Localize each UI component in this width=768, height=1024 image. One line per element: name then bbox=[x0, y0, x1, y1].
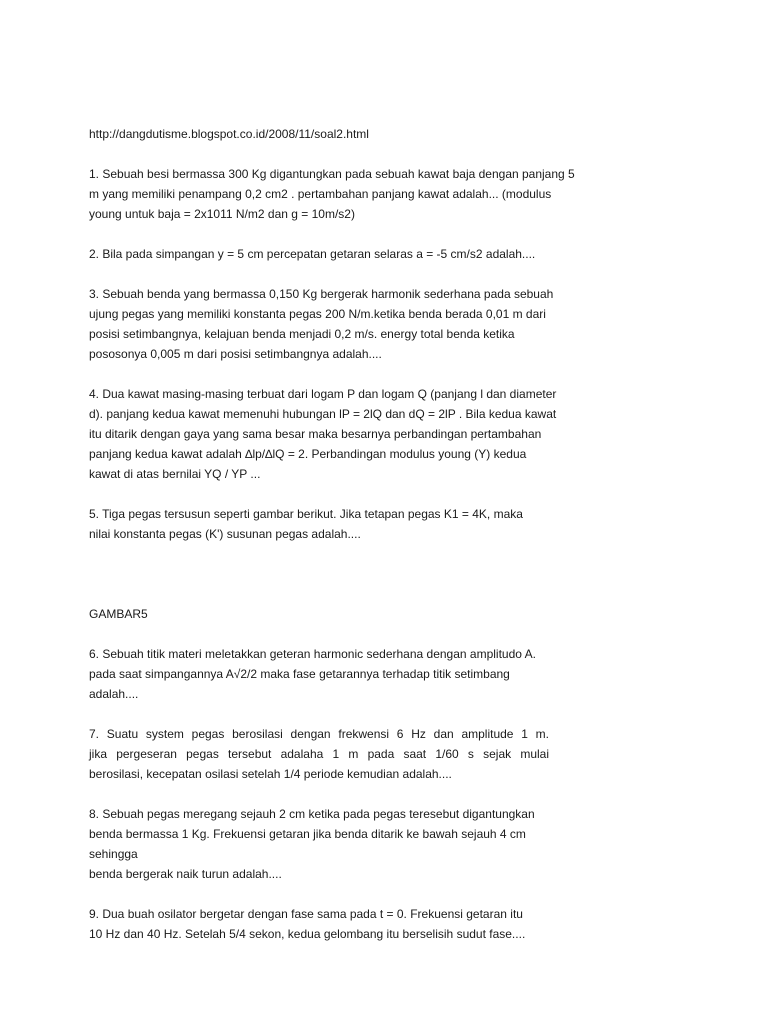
question-3-line-2: ujung pegas yang memiliki konstanta pegas 200 N/m.ketika benda berada 0,01 m dari bbox=[89, 307, 546, 321]
question-4-line-3: itu ditarik dengan gaya yang sama besar maka besarnya perbandingan pertambahan bbox=[89, 427, 542, 441]
question-3 bbox=[89, 284, 609, 364]
question-1-line-2: m yang memiliki penampang 0,2 cm2 . pertambahan panjang kawat adalah... (modulus bbox=[89, 187, 552, 201]
question-5 bbox=[89, 504, 609, 544]
question-5-line-2: nilai konstanta pegas (K') susunan pegas adalah.... bbox=[89, 527, 361, 541]
question-1 bbox=[89, 164, 609, 224]
question-8-line-2: benda bermassa 1 Kg. Frekuensi getaran jika benda ditarik ke bawah sejauh 4 cm bbox=[89, 827, 526, 841]
question-7-line-2: jika pergeseran pegas tersebut adalaha 1 m pada saat 1/60 s sejak mulai bbox=[89, 747, 549, 761]
question-4-line-5: kawat di atas bernilai YQ / YP ... bbox=[89, 467, 261, 481]
question-2 bbox=[89, 244, 609, 264]
question-4-line-4: panjang kedua kawat adalah ∆lp/∆lQ = 2. Perbandingan modulus young (Y) kedua bbox=[89, 447, 527, 461]
question-4 bbox=[89, 384, 609, 484]
question-4-line-1: 4. Dua kawat masing-masing terbuat dari logam P dan logam Q (panjang l dan diameter bbox=[89, 387, 557, 401]
figure-placeholder bbox=[89, 604, 609, 624]
question-6-line-3: adalah.... bbox=[89, 687, 139, 701]
question-3-line-1: 3. Sebuah benda yang bermassa 0,150 Kg bergerak harmonik sederhana pada sebuah bbox=[89, 287, 554, 301]
question-6-line-1: 6. Sebuah titik materi meletakkan geteran harmonic sederhana dengan amplitudo A. bbox=[89, 647, 536, 661]
question-7-line-3: berosilasi, kecepatan osilasi setelah 1/4 periode kemudian adalah.... bbox=[89, 767, 452, 781]
question-3-line-3: posisi setimbangnya, kelajuan benda menjadi 0,2 m/s. energy total benda ketika bbox=[89, 327, 515, 341]
question-4-line-2: d). panjang kedua kawat memenuhi hubungan lP = 2lQ dan dQ = 2lP . Bila kedua kawat bbox=[89, 407, 557, 421]
question-6-line-2: pada saat simpangannya A√2/2 maka fase getarannya terhadap titik setimbang bbox=[89, 667, 510, 681]
question-3-line-4: pososonya 0,005 m dari posisi setimbangnya adalah.... bbox=[89, 347, 382, 361]
document-page bbox=[89, 124, 609, 964]
question-9-line-2: 10 Hz dan 40 Hz. Setelah 5/4 sekon, kedua gelombang itu berselisih sudut fase.... bbox=[89, 927, 526, 941]
figure-placeholder-label: GAMBAR5 bbox=[89, 607, 148, 621]
question-7-line-1: 7. Suatu system pegas berosilasi dengan frekwensi 6 Hz dan amplitude 1 m. bbox=[89, 727, 549, 741]
question-5-line-1: 5. Tiga pegas tersusun seperti gambar berikut. Jika tetapan pegas K1 = 4K, maka bbox=[89, 507, 523, 521]
question-1-line-1: 1. Sebuah besi bermassa 300 Kg digantungkan pada sebuah kawat baja dengan panjang 5 bbox=[89, 167, 575, 181]
question-8 bbox=[89, 804, 609, 884]
source-url-text: http://dangdutisme.blogspot.co.id/2008/11/soal2.html bbox=[89, 127, 369, 141]
source-url bbox=[89, 124, 609, 144]
question-8-line-4: benda bergerak naik turun adalah.... bbox=[89, 867, 282, 881]
question-9-line-1: 9. Dua buah osilator bergetar dengan fase sama pada t = 0. Frekuensi getaran itu bbox=[89, 907, 523, 921]
question-8-line-3: sehingga bbox=[89, 847, 138, 861]
question-6 bbox=[89, 644, 609, 704]
blank-space bbox=[89, 564, 609, 604]
question-1-line-3: young untuk baja = 2x1011 N/m2 dan g = 10m/s2) bbox=[89, 207, 355, 221]
question-7 bbox=[89, 724, 549, 784]
question-9 bbox=[89, 904, 609, 944]
question-8-line-1: 8. Sebuah pegas meregang sejauh 2 cm ketika pada pegas teresebut digantungkan bbox=[89, 807, 535, 821]
question-2-line-1: 2. Bila pada simpangan y = 5 cm percepatan getaran selaras a = -5 cm/s2 adalah.... bbox=[89, 247, 536, 261]
